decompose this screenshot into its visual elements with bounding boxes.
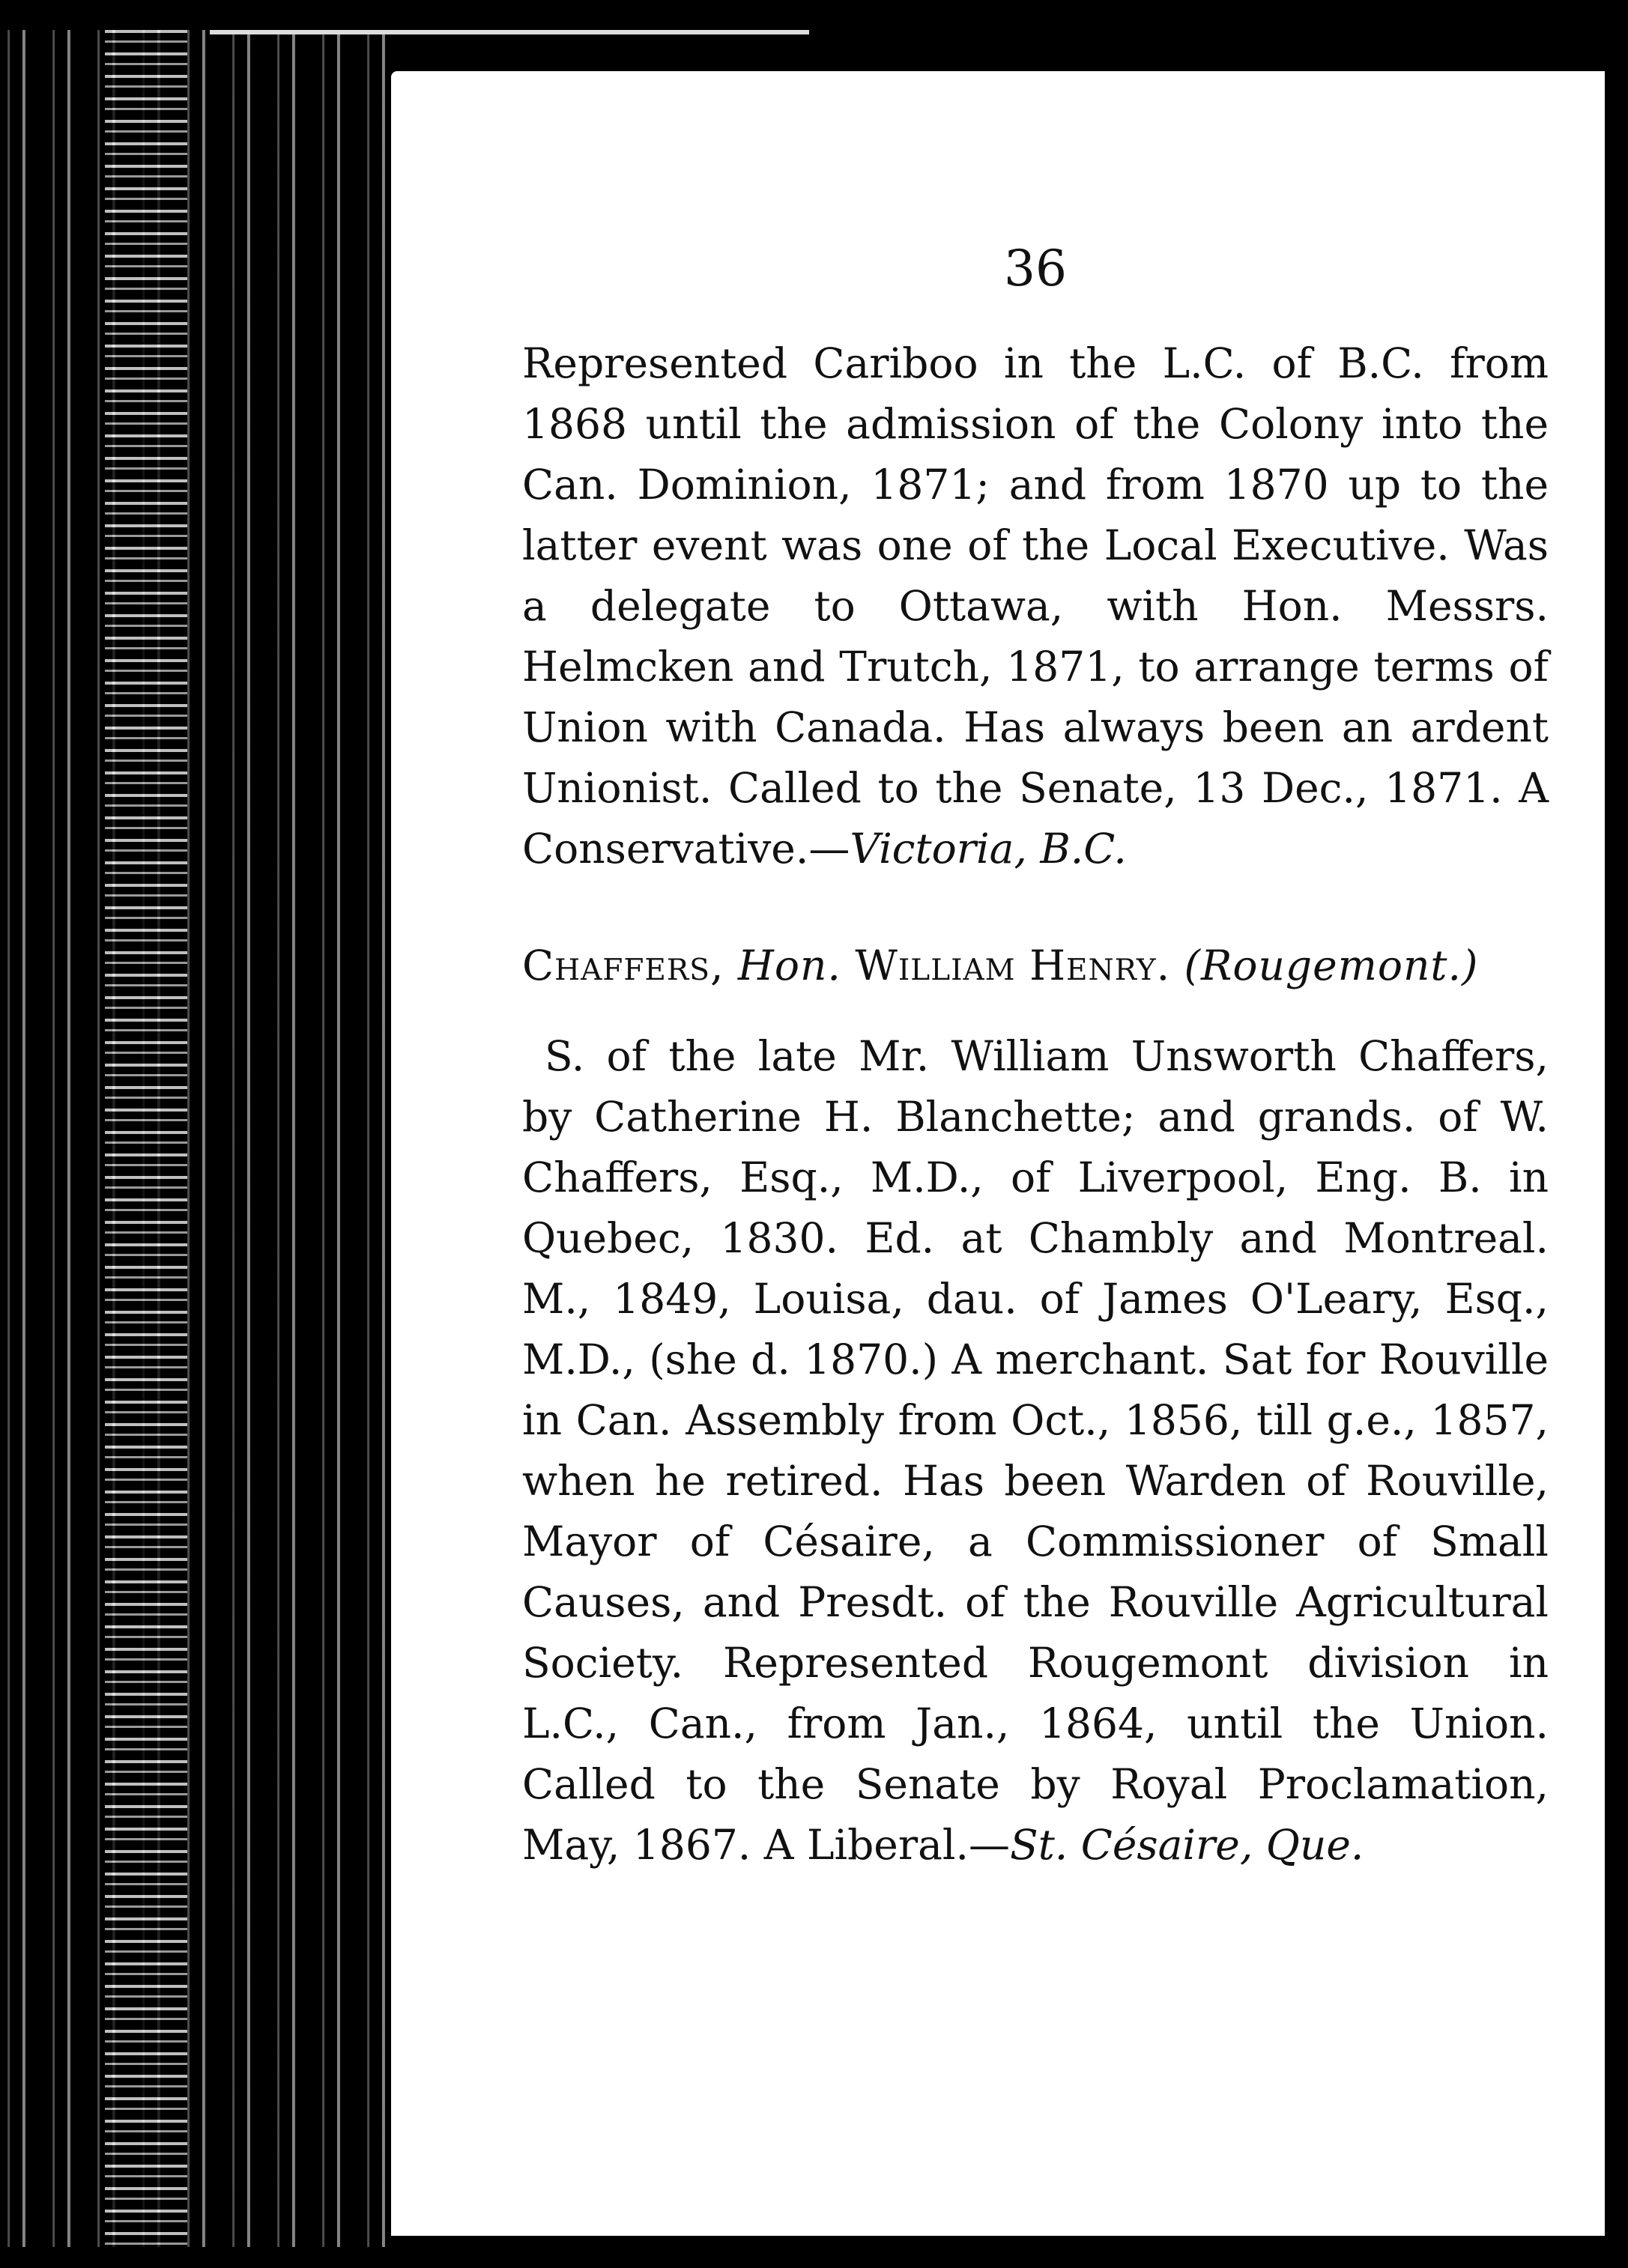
book-page (391, 71, 1605, 2236)
book-spine-edge (0, 30, 390, 2247)
continued-entry-paragraph (522, 333, 1549, 879)
continued-entry-text: Represented Cariboo in the L.C. of B.C. from 1868 until the admission of the Colony into the Can. Dominion, 1871; and from 1870 up to the latter event was one of the Local Executive. Was a delegate to Ottawa, with Hon. Messrs. Helmcken and Trutch, 1871, to arrange terms of Union with Canada. Has always been an ardent Unionist. Called to the Senate, 13 Dec., 1871. A Conservative.— (522, 339, 1549, 873)
entry-surname: Chaffers (522, 942, 710, 989)
entry-text: S. of the late Mr. William Unsworth Chaffers, by Catherine H. Blanchette; and grands. of W. Chaffers, Esq., M.D., of Liverpool, Eng. B. in Quebec, 1830. Ed. at Chambly and Montreal. M., 1849, Louisa, dau. of James O'Leary, Esq., M.D., (she d. 1870.) A merchant. Sat for Rouville in Can. Assembly from Oct., 1856, till g.e., 1857, when he retired. Has been Warden of Rouville, Mayor of Césaire, a Commissioner of Small Causes, and Presdt. of the Rouville Agricultural Society. Represented Rougemont division in L.C., Can., from Jan., 1864, until the Union. Called to the Senate by Royal Proclamation, May, 1867. A Liberal.— (522, 1032, 1549, 1869)
continued-entry-residence: Victoria, B.C. (850, 825, 1127, 873)
top-edge-rule (210, 30, 809, 34)
entry-division: (Rougemont.) (1184, 942, 1479, 989)
page-number: 36 (1004, 240, 1067, 297)
entry-residence: St. Césaire, Que. (1010, 1821, 1364, 1869)
entry-heading: Chaffers, Hon. William Henry. (Rougemont.) (522, 942, 1479, 989)
entry-title: Hon. (737, 942, 841, 989)
entry-given-names: William Henry. (855, 942, 1171, 989)
page-body (522, 333, 1549, 1876)
page-edges (105, 30, 187, 2247)
entry-paragraph (522, 1026, 1549, 1876)
